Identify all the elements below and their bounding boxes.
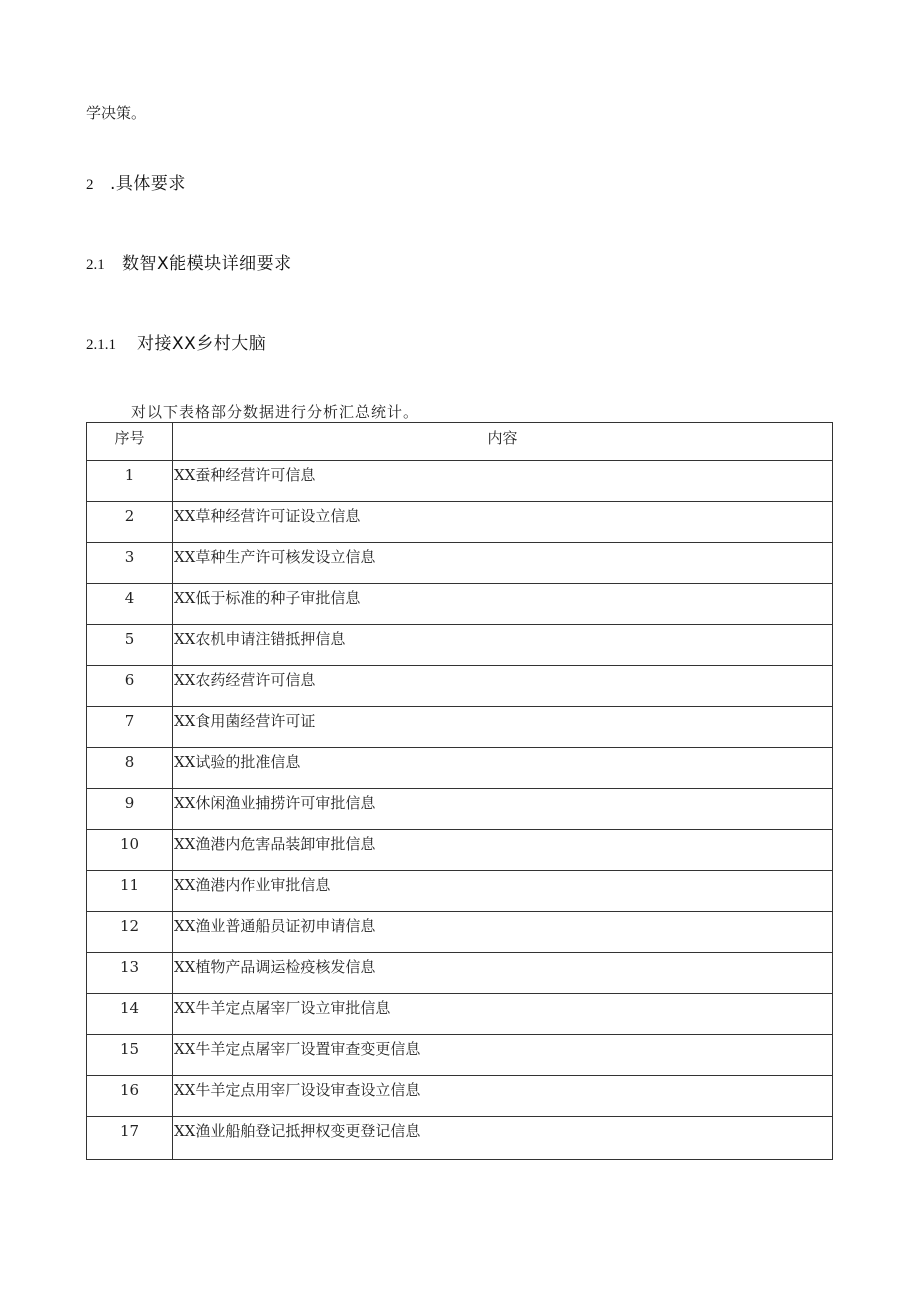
table-row <box>87 830 833 871</box>
row-content: XX渔业普通船员证初申请信息 <box>173 912 833 953</box>
row-content: XX草种生产许可核发设立信息 <box>173 543 833 584</box>
table-row <box>87 1117 833 1160</box>
table-row <box>87 461 833 502</box>
section-number: 2 <box>86 177 94 193</box>
row-content: XX低于标准的种子审批信息 <box>173 584 833 625</box>
row-content: XX试验的批准信息 <box>173 748 833 789</box>
row-index: 16 <box>87 1076 173 1117</box>
row-index: 8 <box>87 748 173 789</box>
section-heading-2-1 <box>86 249 292 274</box>
table-row <box>87 748 833 789</box>
row-index: 6 <box>87 666 173 707</box>
section-title: 对接XX乡村大脑 <box>137 334 267 354</box>
row-index: 5 <box>87 625 173 666</box>
data-table-wrapper <box>86 422 832 1160</box>
row-content: XX草种经营许可证设立信息 <box>173 502 833 543</box>
paragraph-tail: 学决策。 <box>86 104 147 122</box>
table-row <box>87 912 833 953</box>
row-content: XX渔港内危害品装卸审批信息 <box>173 830 833 871</box>
table-row <box>87 502 833 543</box>
row-index: 2 <box>87 502 173 543</box>
header-content: 内容 <box>173 423 833 461</box>
table-row <box>87 707 833 748</box>
row-index: 10 <box>87 830 173 871</box>
row-index: 14 <box>87 994 173 1035</box>
row-index: 9 <box>87 789 173 830</box>
row-content: XX牛羊定点屠宰厂设立审批信息 <box>173 994 833 1035</box>
table-row <box>87 1076 833 1117</box>
row-index: 11 <box>87 871 173 912</box>
section-title: .具体要求 <box>110 174 186 194</box>
row-index: 17 <box>87 1117 173 1160</box>
table-row <box>87 543 833 584</box>
section-heading-2 <box>86 169 186 194</box>
row-content: XX渔业船舶登记抵押权变更登记信息 <box>173 1117 833 1160</box>
row-index: 4 <box>87 584 173 625</box>
row-index: 12 <box>87 912 173 953</box>
row-index: 15 <box>87 1035 173 1076</box>
table-row <box>87 1035 833 1076</box>
section-title: 数智X能模块详细要求 <box>122 254 292 274</box>
table-row <box>87 625 833 666</box>
section-heading-2-1-1 <box>86 329 266 354</box>
table-row <box>87 871 833 912</box>
row-content: XX植物产品调运检疫核发信息 <box>173 953 833 994</box>
header-index: 序号 <box>87 423 173 461</box>
section-number: 2.1 <box>86 257 105 273</box>
row-index: 13 <box>87 953 173 994</box>
row-content: XX休闲渔业捕捞许可审批信息 <box>173 789 833 830</box>
table-row <box>87 666 833 707</box>
table-row <box>87 994 833 1035</box>
row-content: XX牛羊定点屠宰厂设置审查变更信息 <box>173 1035 833 1076</box>
row-content: XX牛羊定点用宰厂设设审查设立信息 <box>173 1076 833 1117</box>
row-content: XX食用菌经营许可证 <box>173 707 833 748</box>
table-header-row <box>87 423 833 461</box>
row-content: XX蚕种经营许可信息 <box>173 461 833 502</box>
table-intro: 对以下表格部分数据进行分析汇总统计。 <box>131 403 420 421</box>
row-index: 7 <box>87 707 173 748</box>
data-table <box>86 422 833 1160</box>
row-content: XX农药经营许可信息 <box>173 666 833 707</box>
table-row <box>87 953 833 994</box>
row-content: XX农机申请注错抵押信息 <box>173 625 833 666</box>
row-index: 1 <box>87 461 173 502</box>
row-content: XX渔港内作业审批信息 <box>173 871 833 912</box>
table-row <box>87 789 833 830</box>
table-row <box>87 584 833 625</box>
row-index: 3 <box>87 543 173 584</box>
section-number: 2.1.1 <box>86 337 116 353</box>
